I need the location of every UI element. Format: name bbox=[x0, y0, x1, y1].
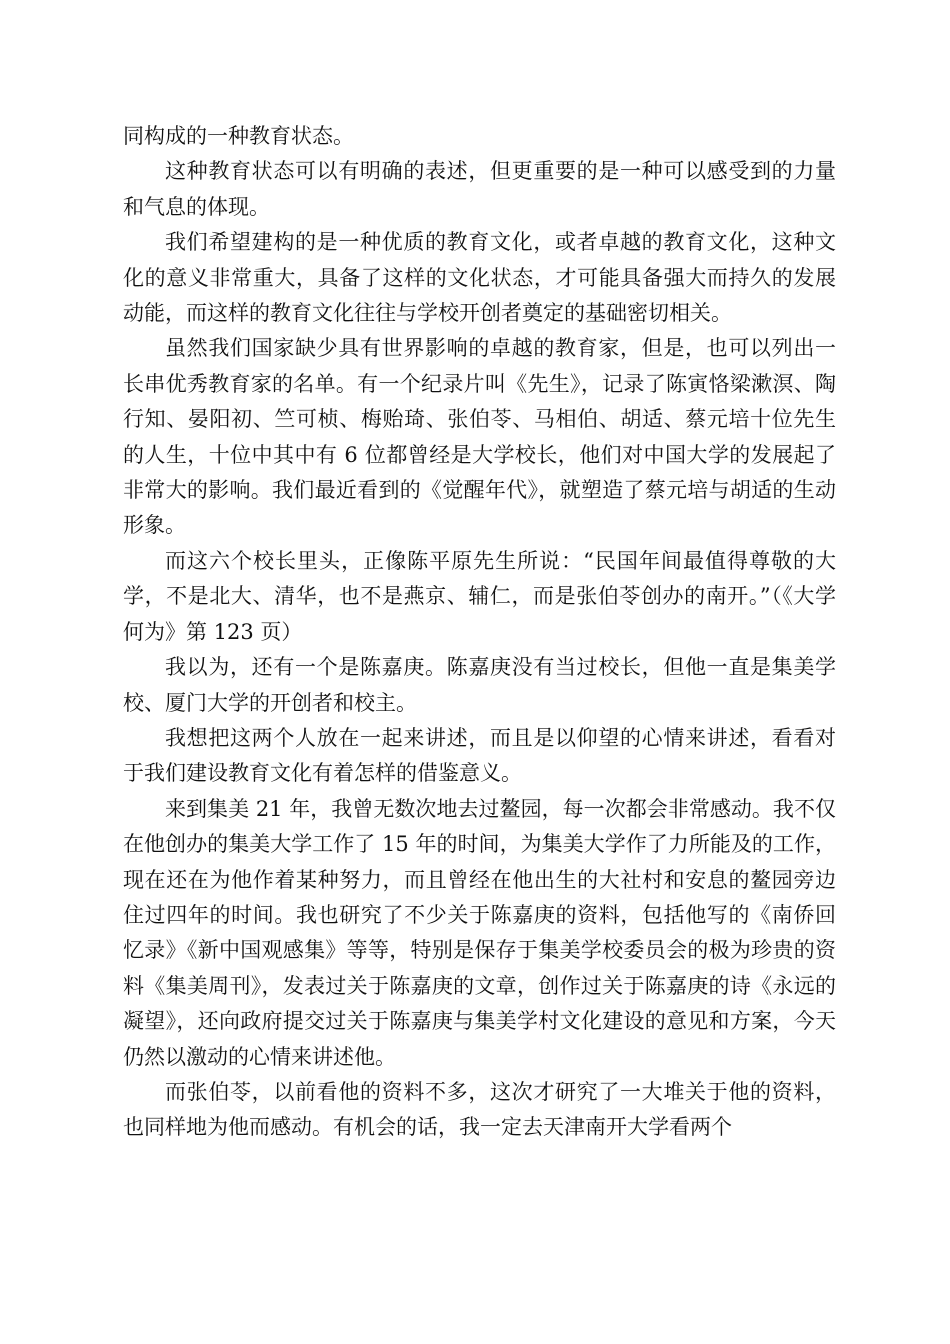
paragraph: 来到集美 21 年，我曾无数次地去过鳌园，每一次都会非常感动。我不仅在他创办的集美大学工作了 15 年的时间，为集美大学作了力所能及的工作，现在还在为他作着某种努力，而且曾经在他出生的大社村和安息的鳌园旁边住过四年的时间。我也研究了不少关于陈嘉庚的资料，包括他写的《南侨回忆录》《新中国观感集》等等，特别是保存于集美学校委员会的极为珍贵的资料《集美周刊》，发表过关于陈嘉庚的文章，创作过关于陈嘉庚的诗《永远的凝望》，还向政府提交过关于陈嘉庚与集美学村文化建设的意见和方案，今天仍然以激动的心情来讲述他。 bbox=[123, 796, 836, 1069]
paragraph: 我想把这两个人放在一起来讲述，而且是以仰望的心情来讲述，看看对于我们建设教育文化有着怎样的借鉴意义。 bbox=[123, 725, 836, 786]
paragraph-continuation: 同构成的一种教育状态。 bbox=[123, 124, 354, 148]
paragraph: 我们希望建构的是一种优质的教育文化，或者卓越的教育文化，这种文化的意义非常重大，具备了这样的文化状态，才可能具备强大而持久的发展动能，而这样的教育文化往往与学校开创者奠定的基础密切相关。 bbox=[123, 230, 836, 326]
paragraph: 而这六个校长里头，正像陈平原先生所说：“民国年间最值得尊敬的大学，不是北大、清华，也不是燕京、辅仁，而是张伯苓创办的南开。”（《大学何为》第 123 页） bbox=[123, 548, 836, 644]
document-page bbox=[123, 119, 836, 1146]
paragraph: 而张伯苓，以前看他的资料不多，这次才研究了一大堆关于他的资料，也同样地为他而感动。有机会的话，我一定去天津南开大学看两个 bbox=[123, 1079, 836, 1140]
paragraph: 我以为，还有一个是陈嘉庚。陈嘉庚没有当过校长，但他一直是集美学校、厦门大学的开创者和校主。 bbox=[123, 655, 836, 715]
paragraph: 这种教育状态可以有明确的表述，但更重要的是一种可以感受到的力量和气息的体现。 bbox=[123, 159, 836, 219]
paragraph: 虽然我们国家缺少具有世界影响的卓越的教育家，但是，也可以列出一长串优秀教育家的名单。有一个纪录片叫《先生》，记录了陈寅恪梁漱溟、陶行知、晏阳初、竺可桢、梅贻琦、张伯苓、马相伯、胡适、蔡元培十位先生的人生，十位中其中有 6 位都曾经是大学校长，他们对中国大学的发展起了非常大的影响。我们最近看到的《觉醒年代》，就塑造了蔡元培与胡适的生动形象。 bbox=[123, 336, 836, 538]
